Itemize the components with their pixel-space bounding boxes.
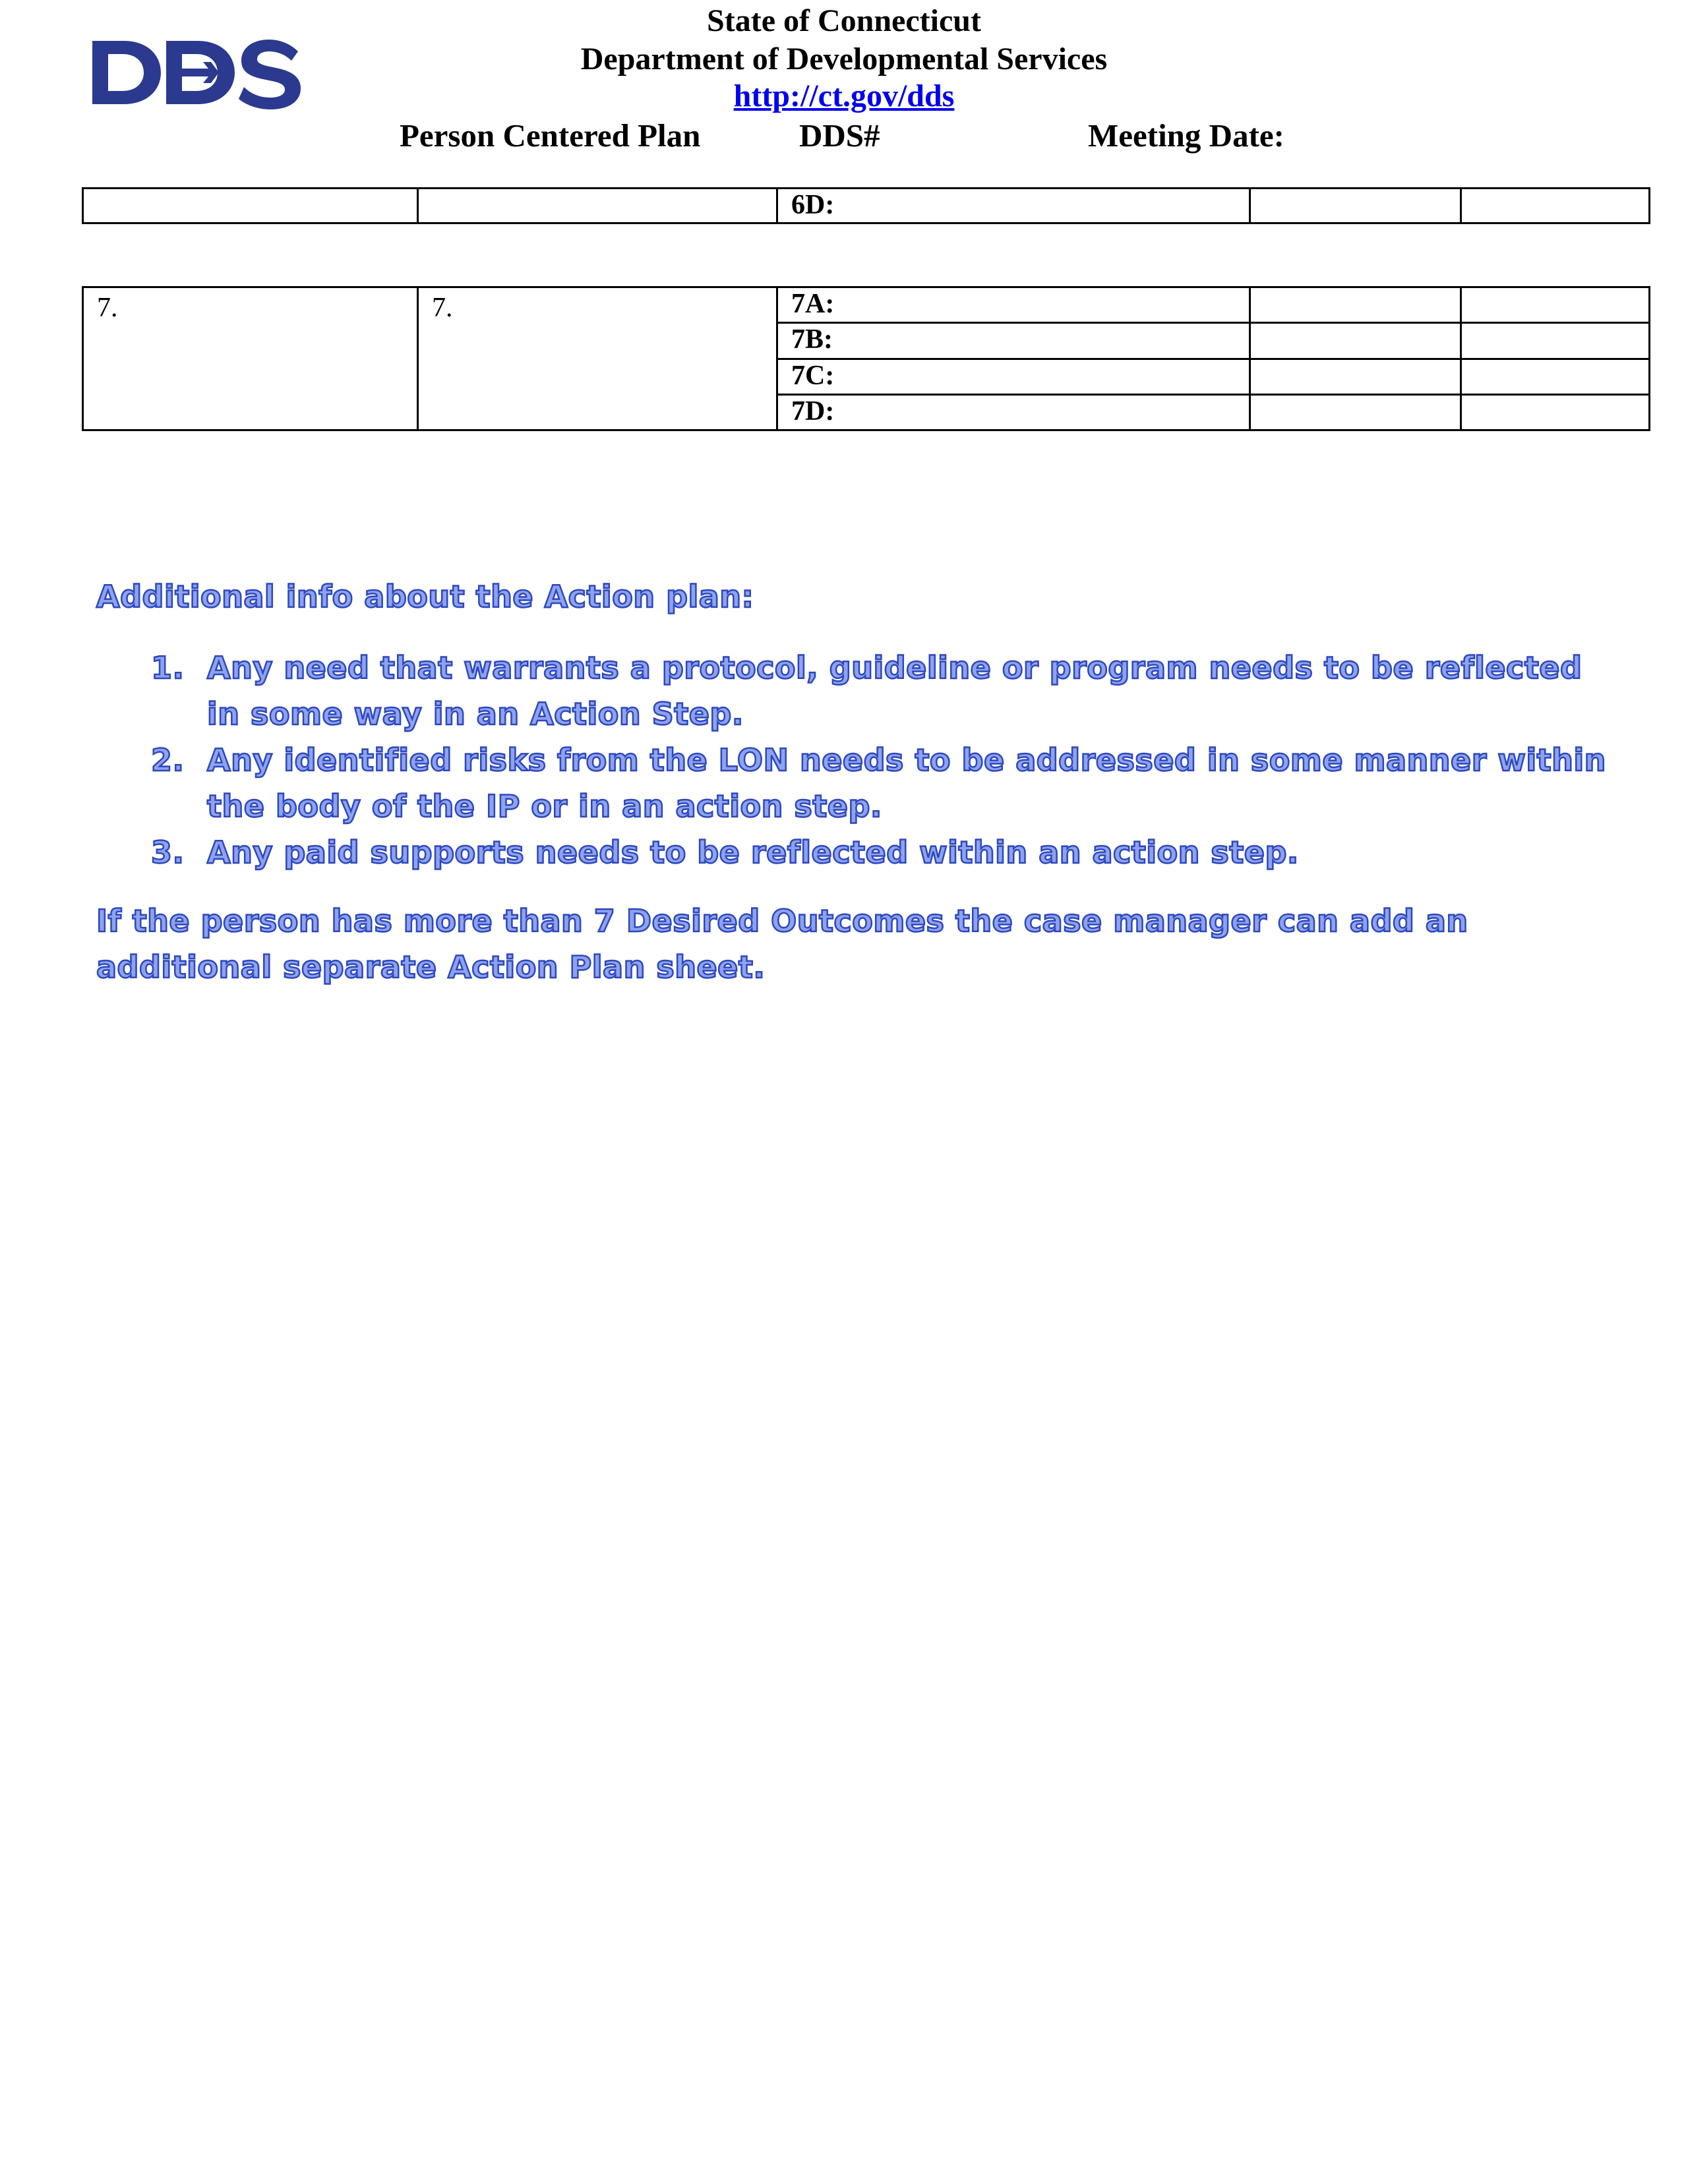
date-cell[interactable] <box>1461 323 1650 359</box>
action-step-7b[interactable]: 7B: <box>777 323 1250 359</box>
responsible-cell[interactable] <box>1250 323 1461 359</box>
date-cell[interactable] <box>1461 359 1650 394</box>
date-cell[interactable] <box>1461 394 1650 430</box>
action-step-7d[interactable]: 7D: <box>777 394 1250 430</box>
table-row <box>83 189 1650 223</box>
date-cell[interactable] <box>1461 189 1650 223</box>
state-name: State of Connecticut <box>707 3 981 38</box>
action-plan-notes <box>96 574 1613 990</box>
department-name: Department of Developmental Services <box>580 42 1108 76</box>
date-cell[interactable] <box>1461 287 1650 323</box>
outcome-cell[interactable] <box>83 189 418 223</box>
outcome-7-cell[interactable]: 7. <box>83 287 418 430</box>
list-item: 1. Any need that warrants a protocol, guideline or program needs to be reflected in some way in an Action Step. <box>195 645 1613 737</box>
support-cell[interactable] <box>418 189 777 223</box>
responsible-cell[interactable] <box>1250 189 1461 223</box>
table-row <box>83 287 1650 323</box>
list-item: 2. Any identified risks from the LON needs to be addressed in some manner within the body of the IP or in an action step. <box>195 737 1613 829</box>
responsible-cell[interactable] <box>1250 359 1461 394</box>
website-link-row <box>0 76 1688 116</box>
support-7-cell[interactable]: 7. <box>418 287 777 430</box>
dds-number-label: DDS# <box>799 117 880 154</box>
action-plan-table-7 <box>82 286 1650 431</box>
action-plan-table-6 <box>82 187 1650 224</box>
website-link[interactable]: http://ct.gov/dds <box>733 78 955 113</box>
action-step-7c[interactable]: 7C: <box>777 359 1250 394</box>
action-step-7a[interactable]: 7A: <box>777 287 1250 323</box>
action-step-cell[interactable]: 6D: <box>777 189 1250 223</box>
notes-heading: Additional info about the Action plan: <box>96 579 754 614</box>
responsible-cell[interactable] <box>1250 394 1461 430</box>
responsible-cell[interactable] <box>1250 287 1461 323</box>
plan-title: Person Centered Plan <box>400 117 701 154</box>
meeting-date-label: Meeting Date: <box>1088 117 1284 154</box>
notes-footer: If the person has more than 7 Desired Outcomes the case manager can add an additional separate Action Plan sheet. <box>96 903 1468 985</box>
notes-list <box>96 645 1613 875</box>
list-item: 3. Any paid supports needs to be reflected within an action step. <box>195 829 1613 875</box>
